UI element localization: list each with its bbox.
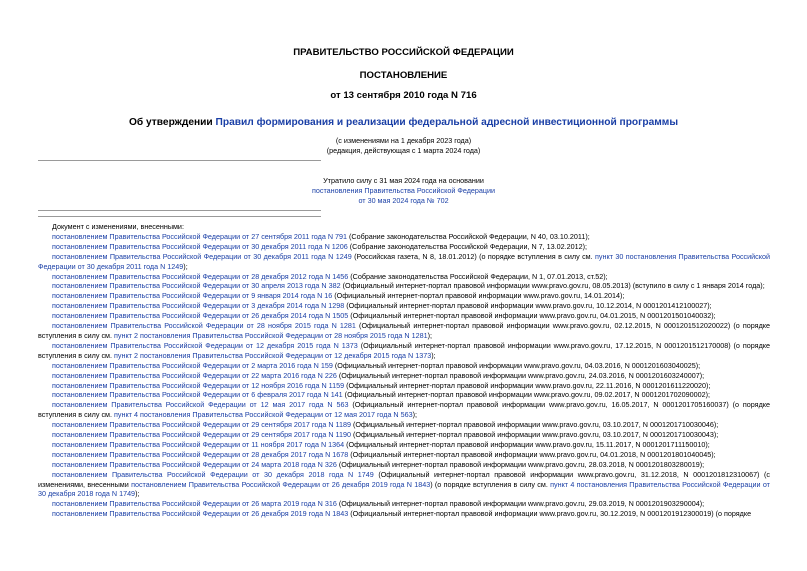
- amendment-text: (Официальный интернет-портал правовой информации www.pravo.gov.ru, 29.03.2019, N 0001201903290004);: [336, 499, 705, 509]
- amendment-link[interactable]: постановлением Правительства Российской Федерации от 27 сентября 2011 года N 791: [52, 231, 348, 241]
- amendment-text: (Собрание законодательства Российской Федерации, N 1, 07.01.2013, ст.52);: [348, 271, 608, 281]
- amendment-text: (Официальный интернет-портал правовой информации www.pravo.gov.ru, 17.12.2015, N 0001201512170008) (о порядке вступления в силу см.: [38, 340, 770, 360]
- repeal-decree-link[interactable]: постановления Правительства Российской Федерации: [311, 186, 496, 195]
- amendment-item: [38, 291, 770, 301]
- amendment-item: [38, 400, 770, 420]
- amendment-text: (Официальный интернет-портал правовой информации www.pravo.gov.ru, 04.01.2015, N 0001201501040032);: [348, 311, 716, 321]
- amendment-text: ) (о порядке вступления в силу см.: [430, 479, 551, 489]
- amendment-text: (Российская газета, N 8, 18.01.2012) (о порядке вступления в силу см.: [351, 251, 596, 261]
- amendment-text: (Официальный интернет-портал правовой информации www.pravo.gov.ru, 04.03.2016, N 0001201603040025);: [332, 360, 701, 370]
- amendment-link[interactable]: постановлением Правительства Российской Федерации от 2 марта 2016 года N 159: [52, 360, 333, 370]
- repeal-link-2: [0, 196, 807, 205]
- amendment-item: [38, 470, 770, 500]
- amendment-item: [38, 460, 770, 470]
- amendment-item: [38, 381, 770, 391]
- government-heading: ПРАВИТЕЛЬСТВО РОССИЙСКОЙ ФЕДЕРАЦИИ: [293, 47, 514, 58]
- title-prefix: Об утверждении: [128, 117, 216, 128]
- amendment-item: [38, 311, 770, 321]
- amendment-link[interactable]: постановлением Правительства Российской Федерации от 3 декабря 2014 года N 1298: [52, 301, 345, 311]
- amendment-link[interactable]: постановлением Правительства Российской Федерации от 30 апреля 2013 года N 382: [52, 281, 341, 291]
- amendment-item: [38, 390, 770, 400]
- amendment-text: );: [427, 330, 432, 340]
- amendment-item: [38, 281, 770, 291]
- amendment-link[interactable]: постановлением Правительства Российской Федерации от 28 декабря 2017 года N 1678: [52, 449, 349, 459]
- amendment-link[interactable]: постановлением Правительства Российской Федерации от 26 марта 2019 года N 316: [52, 499, 337, 509]
- amendment-link[interactable]: постановлением Правительства Российской Федерации от 9 января 2014 года N 16: [52, 291, 333, 301]
- amendment-link[interactable]: постановлением Правительства Российской Федерации от 30 декабря 2011 года N 1249: [52, 251, 352, 261]
- document-date-number: от 13 сентября 2010 года N 716: [330, 90, 477, 101]
- amendment-link[interactable]: пункт 4 постановления Правительства Российской Федерации от 30 декабря 2018 года N 1749: [38, 479, 770, 499]
- amendment-link[interactable]: постановлением Правительства Российской Федерации от 6 февраля 2017 года N 141: [52, 390, 343, 400]
- amendment-text: );: [135, 489, 140, 499]
- amendment-link[interactable]: постановлением Правительства Российской Федерации от 28 декабря 2012 года N 1456: [52, 271, 349, 281]
- amendment-item: [38, 371, 770, 381]
- amendment-link[interactable]: постановлением Правительства Российской Федерации от 24 марта 2018 года N 326: [52, 459, 337, 469]
- edition-line-1: (с изменениями на 1 декабря 2023 года): [335, 136, 472, 145]
- amendment-item: [38, 301, 770, 311]
- amendment-link[interactable]: пункт 2 постановления Правительства Российской Федерации от 28 ноября 2015 года N 1281: [114, 330, 428, 340]
- amendment-link[interactable]: постановлением Правительства Российской Федерации от 12 декабря 2015 года N 1373: [52, 340, 358, 350]
- amendments-intro: Документ с изменениями, внесенными:: [52, 222, 184, 231]
- repeal-link-1: [0, 186, 807, 195]
- amendments-list: [38, 222, 770, 519]
- amendment-text: (Официальный интернет-портал правовой информации www.pravo.gov.ru, 28.03.2018, N 0001201803280019);: [336, 459, 705, 469]
- document-title: [0, 117, 807, 128]
- amendment-text: (Официальный интернет-портал правовой информации www.pravo.gov.ru, 30.12.2019, N 0001201912300019) (о порядке: [348, 509, 752, 519]
- amendment-link[interactable]: постановлением Правительства Российской Федерации от 29 сентября 2017 года N 1190: [52, 430, 352, 440]
- amendment-link[interactable]: постановлением Правительства Российской Федерации от 22 марта 2016 года N 226: [52, 370, 337, 380]
- amendment-text: (Официальный интернет-портал правовой информации www.pravo.gov.ru, 08.05.2013) (вступило в силу с 1 января 2014 года);: [340, 281, 765, 291]
- amendment-item: [38, 272, 770, 282]
- amendment-text: (Официальный интернет-портал правовой информации www.pravo.gov.ru, 03.10.2017, N 0001201710030046);: [351, 420, 719, 430]
- amendment-item: [38, 420, 770, 430]
- repeal-line: Утратило силу с 31 мая 2024 года на основании: [323, 176, 484, 185]
- amendment-text: (Официальный интернет-портал правовой информации www.pravo.gov.ru, 03.10.2017, N 0001201710030043);: [351, 430, 719, 440]
- amendment-item: [38, 242, 770, 252]
- amendment-text: (Собрание законодательства Российской Федерации, N 7, 13.02.2012);: [347, 241, 587, 251]
- amendment-link[interactable]: постановлением Правительства Российской Федерации от 28 ноября 2015 года N 1281: [52, 321, 356, 331]
- amendment-text: (Официальный интернет-портал правовой информации www.pravo.gov.ru, 04.01.2018, N 0001201801040045);: [348, 449, 716, 459]
- amendments-items: [38, 232, 770, 519]
- amendment-link[interactable]: постановлением Правительства Российской Федерации от 11 ноября 2017 года N 1364: [52, 439, 345, 449]
- amendment-link[interactable]: постановлением Правительства Российской Федерации от 12 ноября 2016 года N 1159: [52, 380, 345, 390]
- amendment-link[interactable]: постановлением Правительства Российской Федерации от 26 декабря 2019 года N 1843: [52, 509, 349, 519]
- amendment-link[interactable]: пункт 30 постановления Правительства Российской Федерации от 30 декабря 2011 года N 1249: [38, 251, 770, 271]
- amendment-text: (Официальный интернет-портал правовой информации www.pravo.gov.ru, 16.05.2017, N 0001201705160037) (о порядке вступления в силу см.: [38, 400, 770, 420]
- repeal-decree-date-link[interactable]: от 30 мая 2024 года № 702: [358, 196, 449, 205]
- amendment-link[interactable]: постановлением Правительства Российской Федерации от 26 декабря 2014 года N 1505: [52, 311, 349, 321]
- amendment-text: (Официальный интернет-портал правовой информации www.pravo.gov.ru, 10.12.2014, N 0001201412100027);: [344, 301, 712, 311]
- amendment-item: [38, 499, 770, 509]
- amendment-text: (Официальный интернет-портал правовой информации www.pravo.gov.ru, 02.12.2015, N 0001201512020022) (о порядке вступления в силу см.: [38, 321, 770, 340]
- amendment-text: (Собрание законодательства Российской Федерации, N 40, 03.10.2011);: [347, 231, 590, 241]
- title-link[interactable]: Правил формирования и реализации федеральной адресной инвестиционной программы: [215, 117, 679, 128]
- amendment-link[interactable]: пункт 4 постановления Правительства Российской Федерации от 12 мая 2017 года N 563: [114, 410, 413, 420]
- amendment-text: (Официальный интернет-портал правовой информации www.pravo.gov.ru, 31.12.2018, N 0001201812310067) (с изменениями, внесенными: [38, 469, 770, 489]
- amendment-text: (Официальный интернет-портал правовой информации www.pravo.gov.ru, 09.02.2017, N 0001201702090002);: [342, 390, 710, 400]
- amendment-text: );: [431, 350, 436, 360]
- amendment-text: (Официальный интернет-портал правовой информации www.pravo.gov.ru, 14.01.2014);: [332, 291, 625, 301]
- document-type: ПОСТАНОВЛЕНИЕ: [359, 70, 448, 81]
- amendment-link[interactable]: постановлением Правительства Российской Федерации от 12 мая 2017 года N 563: [52, 400, 349, 410]
- divider: [38, 216, 321, 217]
- divider: [38, 160, 321, 161]
- amendment-item: [38, 430, 770, 440]
- amendment-item: [38, 252, 770, 272]
- amendment-link[interactable]: постановлением Правительства Российской Федерации от 29 сентября 2017 года N 1189: [52, 420, 352, 430]
- amendment-item: [38, 341, 770, 361]
- amendment-link[interactable]: пункт 2 постановления Правительства Российской Федерации от 12 декабря 2015 года N 1373: [114, 350, 432, 360]
- amendment-link[interactable]: постановлением Правительства Российской Федерации от 26 декабря 2019 года N 1843: [131, 479, 431, 489]
- divider: [38, 210, 321, 211]
- amendment-text: (Официальный интернет-портал правовой информации www.pravo.gov.ru, 15.11.2017, N 0001201711150010);: [344, 439, 710, 449]
- amendment-item: [38, 450, 770, 460]
- amendment-link[interactable]: постановлением Правительства Российской Федерации от 30 декабря 2011 года N 1206: [52, 241, 348, 251]
- edition-line-2: (редакция, действующая с 1 марта 2024 года): [326, 146, 481, 155]
- amendment-text: (Официальный интернет-портал правовой информации www.pravo.gov.ru, 24.03.2016, N 0001201603240007);: [336, 370, 705, 380]
- amendment-item: [38, 440, 770, 450]
- amendment-item: [38, 321, 770, 341]
- amendment-item: [38, 509, 770, 519]
- amendment-item: [38, 361, 770, 371]
- amendment-text: );: [412, 410, 418, 420]
- amendment-link[interactable]: постановлением Правительства Российской Федерации от 30 декабря 2018 года N 1749: [52, 469, 374, 479]
- amendment-text: (Официальный интернет-портал правовой информации www.pravo.gov.ru, 22.11.2016, N 0001201611220020);: [344, 380, 711, 390]
- amendment-item: [38, 232, 770, 242]
- amendment-text: );: [183, 261, 188, 271]
